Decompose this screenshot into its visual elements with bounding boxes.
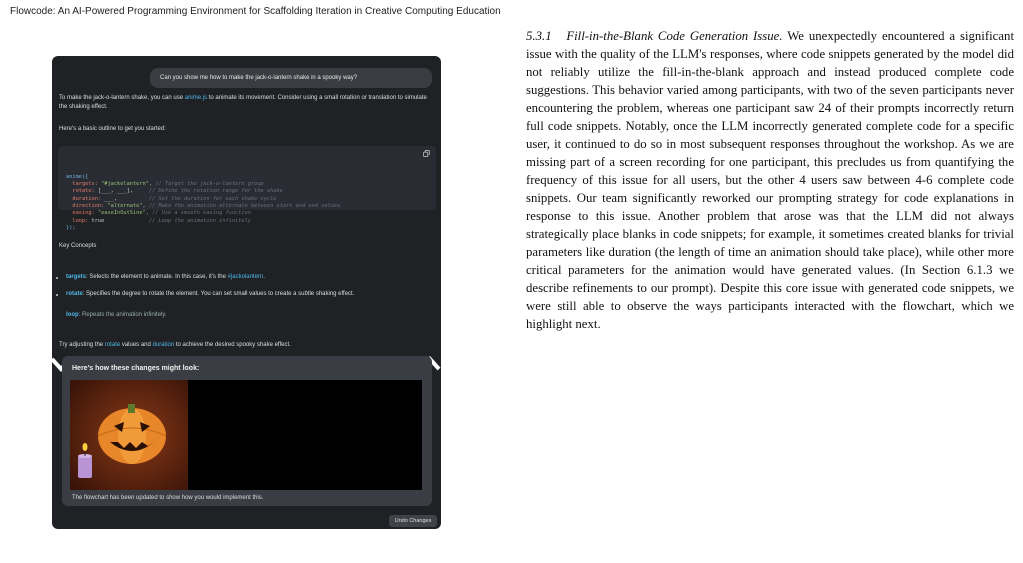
code-key: }); bbox=[66, 224, 76, 231]
try-text: values and bbox=[120, 342, 153, 348]
code-line bbox=[66, 210, 428, 217]
response-intro bbox=[59, 94, 431, 112]
code-value: "easeInOutSine", bbox=[97, 210, 149, 217]
try-text: to achieve the desired spooky shake effect. bbox=[174, 342, 291, 348]
user-prompt-bubble: Can you show me how to make the jack-o-lantern shake in a spooky way? bbox=[150, 68, 432, 88]
code-line bbox=[66, 181, 428, 188]
try-adjusting-text bbox=[59, 341, 431, 350]
section-title: Fill-in-the-Blank Code Generation Issue. bbox=[566, 29, 783, 43]
code-comment: // Use a smooth easing function bbox=[148, 210, 251, 217]
jack-o-lantern-scene bbox=[70, 380, 188, 490]
chat-screenshot-figure bbox=[52, 56, 441, 529]
code-comment: // Loop the animation infinitely bbox=[104, 217, 251, 224]
section-paragraph bbox=[526, 27, 1014, 333]
canvas-preview bbox=[70, 380, 422, 490]
bullet-tag: rotate bbox=[66, 291, 83, 297]
code-key: loop: bbox=[66, 217, 92, 224]
code-key: targets: bbox=[66, 181, 102, 188]
bullet-rotate bbox=[66, 290, 438, 299]
copy-icon[interactable] bbox=[423, 150, 430, 157]
bullet-tag: loop bbox=[66, 312, 79, 318]
bullet-tag: targets bbox=[66, 274, 87, 280]
code-comment: // Set the duration for each shake cycle bbox=[117, 195, 277, 202]
try-text: Try adjusting the bbox=[59, 342, 105, 348]
code-key: duration: bbox=[66, 195, 105, 202]
section-number: 5.3.1 bbox=[526, 29, 552, 43]
bullet-targets bbox=[66, 273, 438, 282]
bullet-inline-code: #jackolantern bbox=[227, 274, 264, 280]
code-line bbox=[66, 188, 428, 195]
code-key: easing: bbox=[66, 210, 98, 217]
code-snippet bbox=[58, 146, 436, 231]
code-value: "#jackolantern", bbox=[101, 181, 153, 188]
bullet-text: : Repeats the animation infinitely. bbox=[78, 312, 167, 318]
section-body: We unexpectedly encountered a significant issue with the quality of the LLM's responses, where code snippets generated by the model did not reliably utilize the fill-in-the-blank approach and instead produced complete code suggestions. This behavior varied among participants, with two of the seven participants never encountering the problem, whereas one participant saw 24 of their prompts incorrectly return full code snippets. Notably, once the LLM incorrectly generated complete code for a specific user, it continued to do so in most subsequent responses throughout the workshop. As we are missing part of a screen recording for one participant, this precludes us from quantifying the frequency of this issue for all users, but the other 4 users saw between 4-6 complete code snippets. Our team significantly reworked our prompting strategy for code explanations in response to this issue. Another problem that arose was that the LLM did not always strategically place blanks in code snippets; for example, it sometimes created blanks for trivial parameters like duration (the length of time an animation should take place), while other more critical parameters for the animation would have generated values. (In Section 6.1.3 we describe refinements to our prompt). Despite this core issue with generated code snippets, we were still able to observe the ways participants interacted with the flowchart, which we highlight next. bbox=[526, 29, 1014, 331]
code-line bbox=[66, 203, 428, 210]
code-line bbox=[66, 218, 428, 225]
bullet-tail: . bbox=[263, 274, 265, 280]
running-header: Flowcode: An AI-Powered Programming Environment for Scaffolding Iteration in Creative Computing Education bbox=[10, 6, 501, 17]
inline-code-duration: duration bbox=[152, 342, 175, 348]
bullet-loop bbox=[66, 311, 438, 320]
intro-text-before: To make the jack-o-lantern shake, you can use bbox=[59, 95, 185, 101]
code-comment: // Target the jack-o-lantern group bbox=[152, 181, 264, 188]
bullet-text: : Specifies the degree to rotate the element. You can set small values to create a subtle shaking effect. bbox=[82, 291, 355, 297]
inline-code-rotate: rotate bbox=[104, 342, 121, 348]
preview-panel bbox=[62, 356, 432, 506]
intro-text-after: to animate its movement. Consider using a small rotation or translation to simulate the shaking effect. bbox=[59, 95, 427, 110]
bullet-dot bbox=[56, 294, 58, 296]
key-concepts-title: Key Concepts bbox=[59, 243, 97, 249]
code-key: rotate: bbox=[66, 188, 98, 195]
code-key: direction: bbox=[66, 203, 108, 210]
code-value: ___, bbox=[104, 195, 118, 202]
code-value: true bbox=[91, 217, 105, 224]
preview-panel-title: Here's how these changes might look: bbox=[72, 365, 200, 372]
code-line bbox=[66, 225, 428, 232]
bullet-dot bbox=[56, 277, 58, 279]
code-line bbox=[66, 196, 428, 203]
code-key: anime({ bbox=[66, 173, 89, 180]
undo-changes-button[interactable]: Undo Changes bbox=[389, 515, 437, 527]
preview-panel-footer: The flowchart has been updated to show how you would implement this. bbox=[72, 495, 264, 501]
animejs-link[interactable]: anime.js bbox=[184, 95, 208, 101]
bullet-text: : Selects the element to animate. In this case, it's the bbox=[86, 274, 228, 280]
code-value: "alternate", bbox=[107, 203, 146, 210]
code-comment: // Make the animation alternate between start and end values bbox=[145, 203, 341, 210]
code-line bbox=[66, 174, 428, 181]
code-comment: // Define the rotation range for the shake bbox=[132, 188, 283, 195]
code-value: [___, ___], bbox=[97, 188, 133, 195]
outline-text: Here's a basic outline to get you started: bbox=[59, 126, 166, 132]
